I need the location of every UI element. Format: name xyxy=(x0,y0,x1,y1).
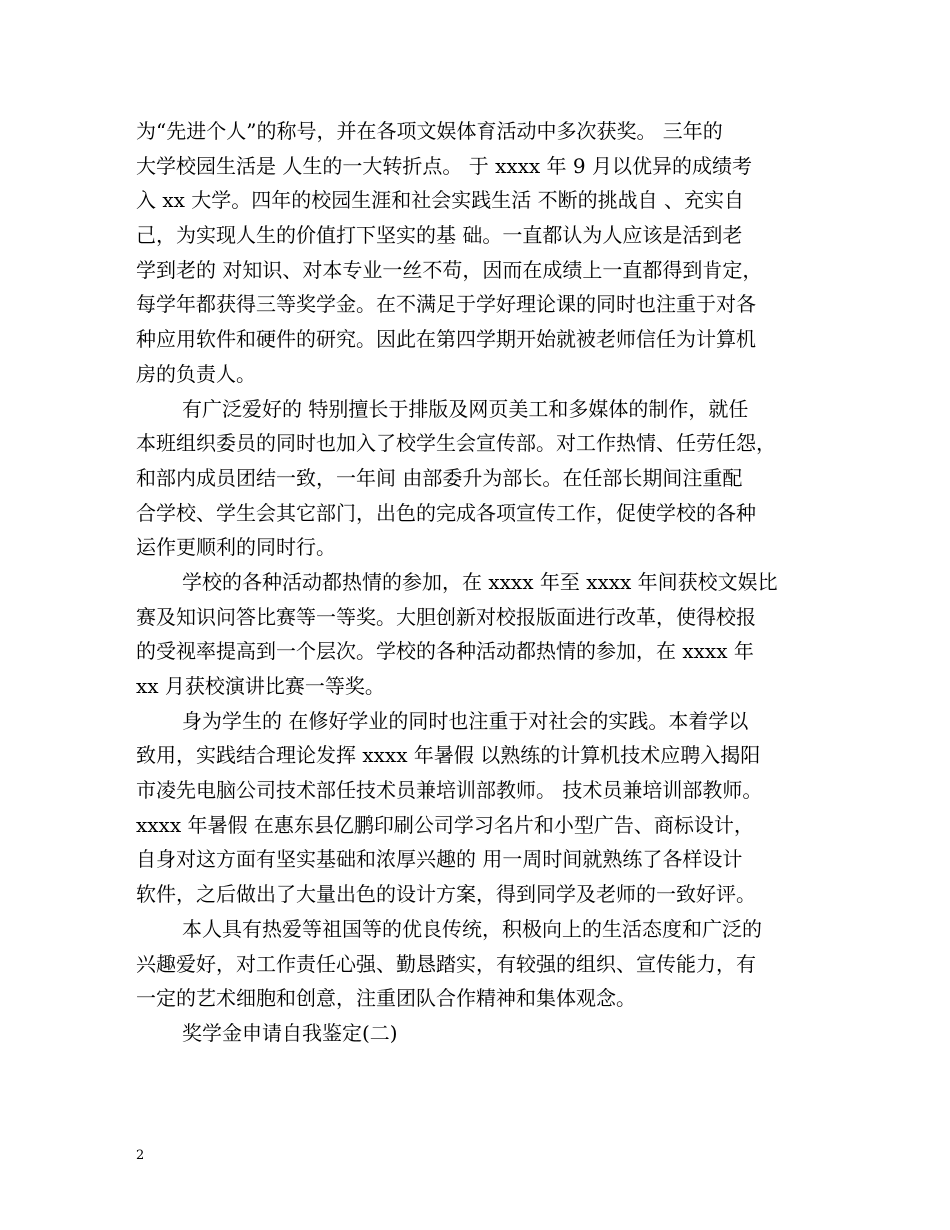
text-line: 赛及知识问答比赛等一等奖。大胆创新对校报版面进行改革，使得校报 xyxy=(136,604,756,629)
text-line: 合学校、学生会其它部门，出色的完成各项宣传工作，促使学校的各种 xyxy=(136,500,756,525)
text-line: 身为学生的 在修好学业的同时也注重于对社会的实践。本着学以 xyxy=(182,708,749,733)
text-line: 为“先进个人”的称号，并在各项文娱体育活动中多次获奖。 三年的 xyxy=(136,119,723,143)
text-line: 学校的各种活动都热情的参加，在 xxxx 年至 xxxx 年间获校文娱比 xyxy=(182,569,778,594)
text-line: 每学年都获得三等奖学金。在不满足于学好理论课的同时也注重于对各 xyxy=(136,292,756,317)
text-line: 运作更顺利的同时行。 xyxy=(136,535,336,560)
text-line: 本人具有热爱等祖国等的优良传统，积极向上的生活态度和广泛的 xyxy=(182,916,762,941)
text-line: xx 月获校演讲比赛一等奖。 xyxy=(136,674,385,698)
text-line: 学到老的 对知识、对本专业一丝不苟，因而在成绩上一直都得到肯定， xyxy=(136,257,763,282)
text-line: 入 xx 大学。四年的校园生涯和社会实践生活 不断的挑战自 、充实自 xyxy=(136,188,744,213)
document-body xyxy=(136,114,826,1051)
text-line: 一定的艺术细胞和创意，注重团队合作精神和集体观念。 xyxy=(136,986,636,1011)
text-line: xxxx 年暑假 在惠东县亿鹏印刷公司学习名片和小型广告、商标设计， xyxy=(136,812,754,837)
text-line: 房的负责人。 xyxy=(136,361,256,386)
text-line: 致用，实践结合理论发挥 xxxx 年暑假 以熟练的计算机技术应聘入揭阳 xyxy=(136,743,761,768)
text-line: 和部内成员团结一致，一年间 由部委升为部长。在任部长期间注重配 xyxy=(136,465,743,490)
text-line: 兴趣爱好，对工作责任心强、勤恳踏实，有较强的组织、宣传能力，有 xyxy=(136,951,756,976)
text-line: 的受视率提高到一个层次。学校的各种活动都热情的参加，在 xxxx 年 xyxy=(136,639,754,664)
text-line: 种应用软件和硬件的研究。因此在第四学期开始就被老师信任为计算机 xyxy=(136,327,756,352)
text-line: 本班组织委员的同时也加入了校学生会宣传部。对工作热情、任劳任怨， xyxy=(136,431,776,456)
text-line: 己，为实现人生的价值打下坚实的基 础。一直都认为人应该是活到老 xyxy=(136,223,743,248)
text-line: 奖学金申请自我鉴定(二) xyxy=(182,1020,398,1045)
text-line: 有广泛爱好的 特别擅长于排版及网页美工和多媒体的制作，就任 xyxy=(182,396,749,421)
text-line: 市凌先电脑公司技术部任技术员兼培训部教师。 技术员兼培训部教师。 xyxy=(136,778,763,803)
text-line: 软件，之后做出了大量出色的设计方案，得到同学及老师的一致好评。 xyxy=(136,882,756,907)
text-line: 自身对这方面有坚实基础和浓厚兴趣的 用一周时间就熟练了各样设计 xyxy=(136,847,743,872)
text-line: 大学校园生活是 人生的一大转折点。 于 xxxx 年 9 月以优异的成绩考 xyxy=(136,153,752,178)
page-number: 2 xyxy=(136,1148,145,1163)
